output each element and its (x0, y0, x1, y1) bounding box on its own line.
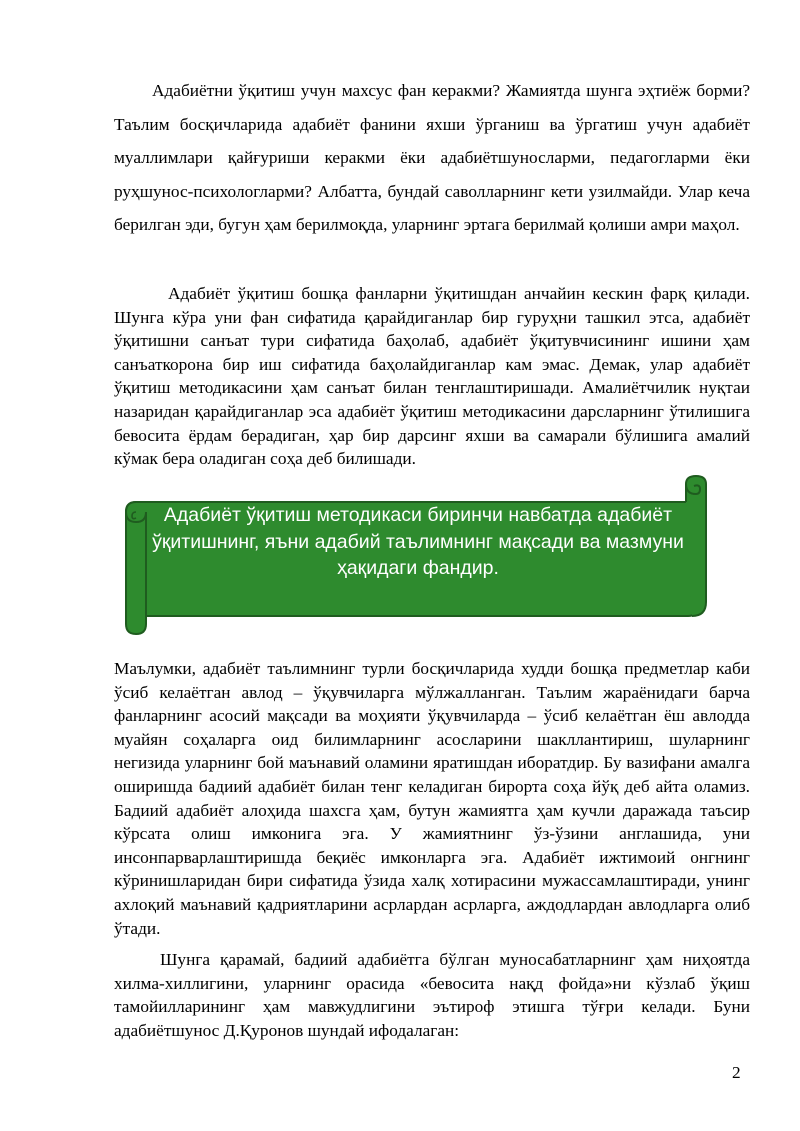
banner-text: Адабиёт ўқитиш методикаси биринчи навбатда адабиёт ўқитишнинг, яъни адабий таълимнинг мақсади ва мазмуни ҳақидаги фандир. (152, 504, 684, 579)
page-number: 2 (732, 1063, 741, 1082)
paragraph-4: Шунга қарамай, бадиий адабиётга бўлган муносабатларнинг ҳам ниҳоятда хилма-хиллигини, уларнинг орасида «бевосита нақд фойда»ни кўзлаб ўқиш тамойилларининг ҳам мавжудлигини эътироф этишга тўғри келади. Буни адабиётшунос Д.Қуронов шундай ифодалаган: (114, 950, 750, 1040)
paragraph-3: Маълумки, адабиёт таълимнинг турли босқичларида худди бошқа предметлар каби ўсиб келаётган авлод – ўқувчиларга мўлжалланган. Таълим жараёнидаги барча фанларнинг асосий мақсади ва моҳияти ўқувчиларда – ўсиб келаётган ёш авлодда муайян соҳаларга оид билимларнинг асосларини шакллантириш, шуларнинг негизида уларнинг бой маънавий оламини яратишдан иборатдир. Бу вазифани амалга оширишда бадиий адабиёт билан тенг келадиган бирорта соҳа йўқ деб айта оламиз. Бадиий адабиёт алоҳида шахсга ҳам, бутун жамиятга ҳам кучли даражада таъсир кўрсата олиш имконига эга. У жамиятнинг ўз-ўзини англашида, уни инсонпарварлаштиришда беқиёс имконларга эга. Адабиёт ижтимоий онгнинг кўринишларидан бири сифатида ўзида халқ хотирасини мужассамлаштиради, унинг ахлоқий маънавий қадриятларини асрлардан асрларга, аждодлардан авлодларга олиб ўтади. (114, 659, 750, 938)
paragraph-1: Адабиётни ўқитиш учун махсус фан керакми? Жамиятда шунга эҳтиёж борми? Таълим босқичларида адабиёт фанини яхши ўрганиш ва ўргатиш учун адабиёт муаллимлари қайғуриши керакми ёки адабиётшуносларми, педагогларми ёки руҳшунос-психологларми? Албатта, бундай саволларнинг кети узилмайди. Улар кеча берилган эди, бугун ҳам берилмоқда, уларнинг эртага берилмай қолиши амри маҳол. (114, 81, 750, 235)
paragraph-2: Адабиёт ўқитиш бошқа фанларни ўқитишдан анчайин кескин фарқ қилади. Шунга кўра уни фан сифатида қарайдиганлар бир гуруҳни ташкил этса, адабиёт ўқитишни санъат тури сифатида баҳолаб, адабиёт ўқитувчисининг ишини ҳам санъаткорона бир иш сифатида баҳолайдиганлар кам эмас. Демак, улар адабиёт ўқитиш методикасини ҳам санъат билан тенглаштиришади. Амалиётчилик нуқтаи назаридан қарайдиганлар эса адабиёт ўқитиш методикасини дарсларнинг ўтилишига бевосита ёрдам берадиган, ҳар бир дарсинг яхши ва самарали бўлишига амалий кўмак бера оладиган соҳа деб билишади. (114, 284, 750, 469)
